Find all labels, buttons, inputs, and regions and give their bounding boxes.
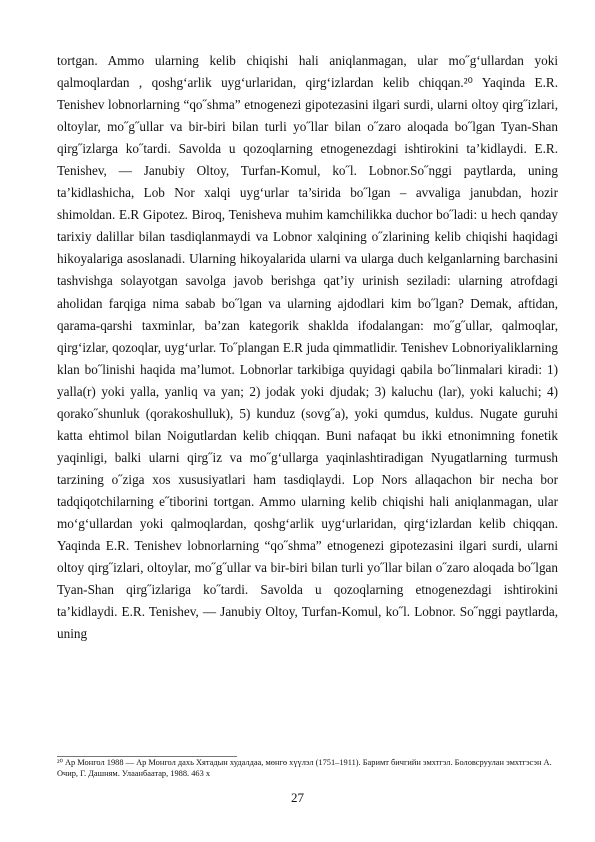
page-number: 27 <box>291 790 304 805</box>
body-paragraph: tortgan. Ammo ularning kelib chiqishi hali aniqlanmagan, ular mo˝g‘ullardan yoki qalmoqlardan , qoshg‘arlik uyg‘urlaridan, qirg‘izlardan kelib chiqqan.²⁰ Yaqinda E.R. Tenishev lobnorlarning “qo˝shma” etnogenezi gipotezasini ilgari surdi, ularni oltoy qirg˝izlari, oltoylar, mo˝g˝ullar va bir-biri bilan turli yo˝llar bilan o˝zaro aloqada bo˝lgan Tyan-Shan qirg˝izlarga ko˝tardi. Savolda u qozoqlarning etnogenezdagi ishtirokini ta’kidlaydi. E.R. Tenishev, — Janubiy Oltoy, Turfan-Komul, ko˝l. Lobnor.So˝nggi paytlarda, uning ta’kidlashicha, Lob Nor xalqi uyg‘urlar ta’sirida bo˝lgan – avvaliga janubdan, hozir shimoldan. E.R Gipotez. Biroq, Tenisheva muhim kamchilikka duchor bo˝ladi: u hech qanday tarixiy dalillar bilan tasdiqlanmaydi va Lobnor xalqining o˝zlarining kelib chiqishi haqidagi hikoyalariga asoslanadi. Ularning hikoyalarida ularni va ularga duch kelganlarning barchasini tashvishga solayotgan savolga javob berishga qat’iy urinish seziladi: ularning atrofdagi aholidan farqiga nima sabab bo˝lgan va ularning ajdodlari kim bo˝lgan? Demak, aftidan, qarama-qarshi taxminlar, ba’zan kategorik shaklda ifodalangan: mo˝g˝ullar, qalmoqlar, qirg‘izlar, qozoqlar, uyg‘urlar. To˝plangan E.R juda qimmatlidir. Tenishev Lobnoriyaliklarning klan bo˝linishi haqida ma’lumot. Lobnorlar tarkibiga quyidagi qabila bo˝linmalari kiradi: 1) yalla(r) yoki yalla, yanliq va yan; 2) jodak yoki djudak; 3) kaluchu (lar), yoki kaluchi; 4) qorako˝shunluk (qorakoshulluk), 5) kunduz (sovg˝a), yoki qumdus, kuldus. Nugate guruhi katta ehtimol bilan Noigutlardan kelib chiqqan. Buni nafaqat bu ikki etnonimning fonetik yaqinligi, balki ularni qirg˝iz va mo˝g‘ullarga yaqinlashtiradigan Nyugatlarning turmush tarzining o˝ziga xos xususiyatlari ham tasdiqlaydi. Lop Nors allaqachon bir necha bor tadqiqotchilarning e˝tiborini tortgan. Ammo ularning kelib chiqishi hali aniqlanmagan, ular mo‘g‘ullardan yoki qalmoqlardan, qoshg‘arlik uyg‘urlaridan, qirg‘izlardan kelib chiqqan. Yaqinda E.R. Tenishev lobnorlarning “qo˝shma” etnogenezi gipotezasini ilgari surdi, ularni oltoy qirg˝izlari, oltoylar, mo˝g˝ullar va bir-biri bilan turli yo˝llar bilan o˝zaro aloqada bo˝lgan Tyan-Shan qirg˝izlariga ko˝tardi. Savolda u qozoqlarning etnogenezdagi ishtirokini ta’kidlaydi. E.R. Tenishev, — Janubiy Oltoy, Turfan-Komul, ko˝l. Lobnor. So˝nggi paytlarda, uning <box>57 53 558 642</box>
footnote: ²⁰ Ар Монгол 1988 — Ар Монгол дахь Хятадын худалдаа, мөнгө хүүлэл (1751–1911). Баримт бичгийн эмхтгэл. Боловсруулан эмхтгэсэн А. Очир, Г. Дашням. Улаанбаатар, 1988. 463 х <box>57 758 552 778</box>
page-body <box>57 50 558 645</box>
